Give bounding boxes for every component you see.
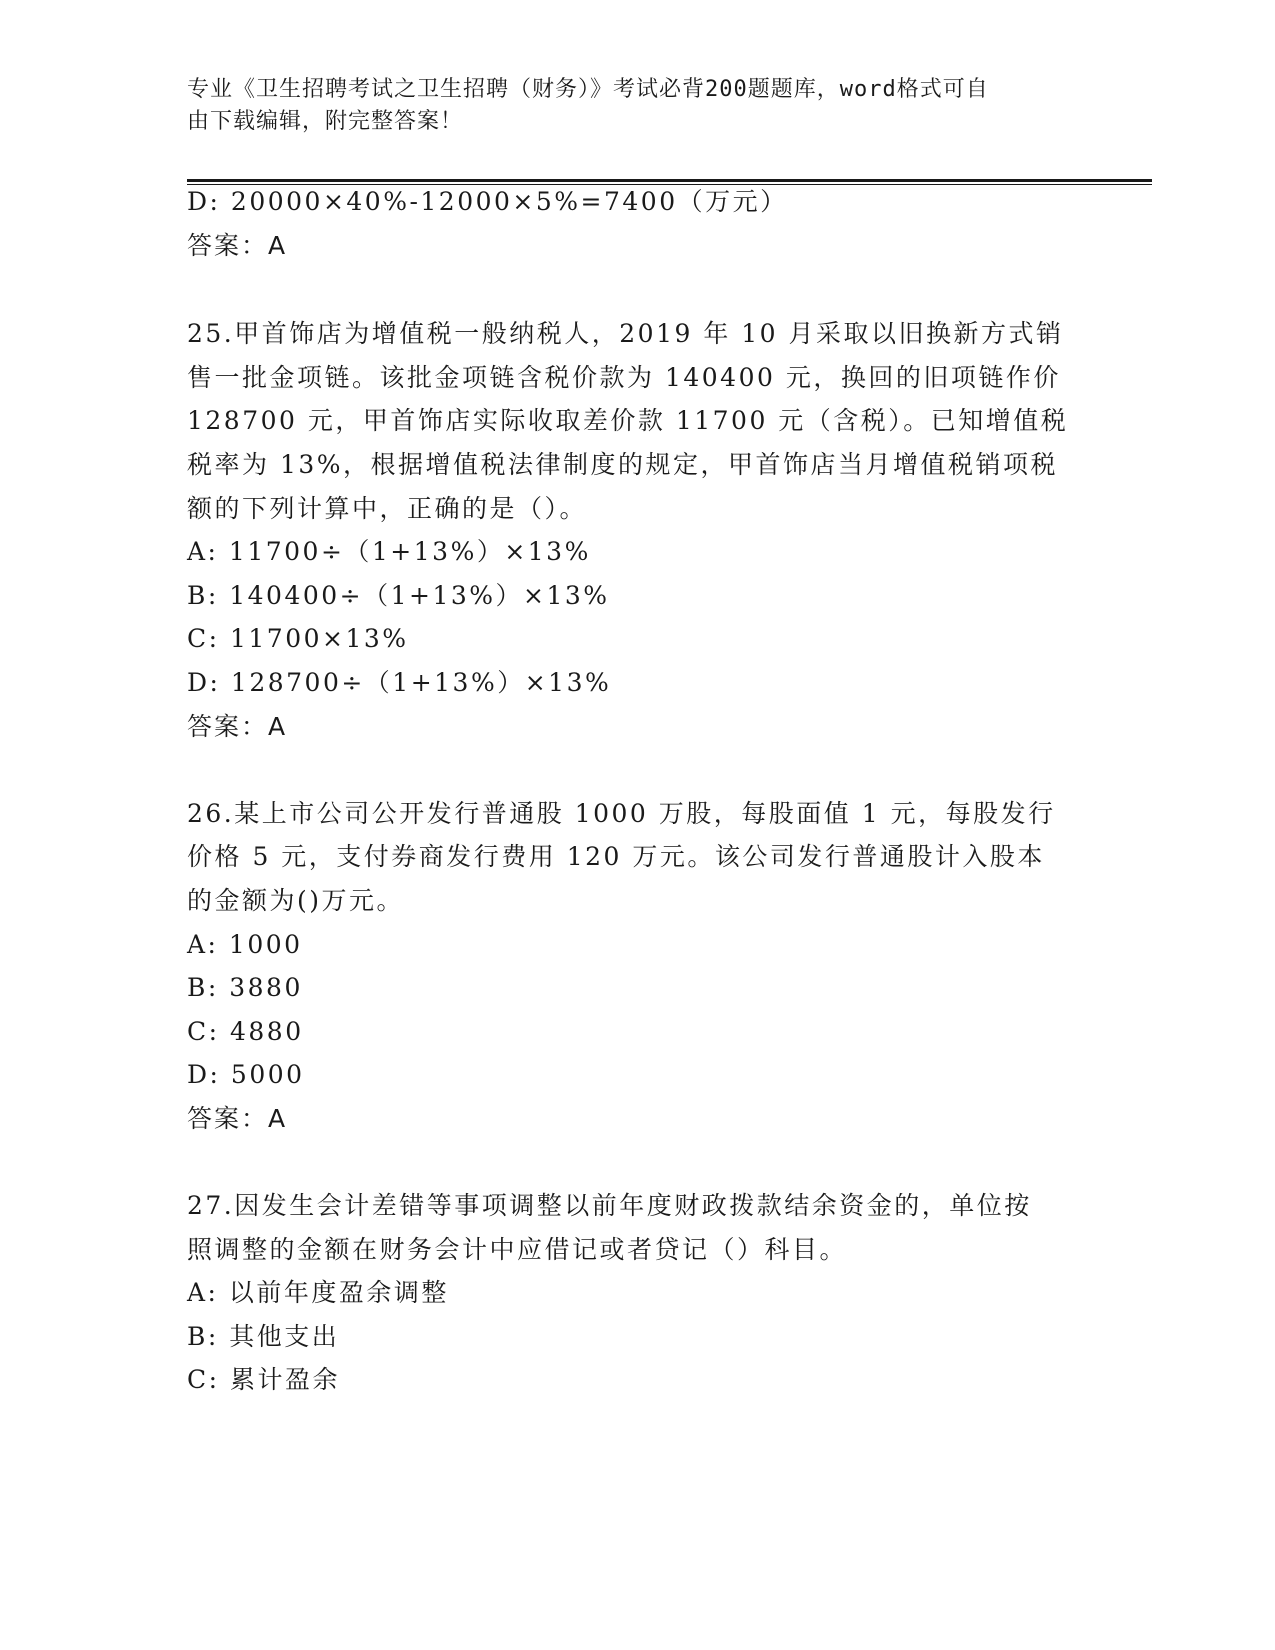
q27-option-a: A: 以前年度盈余调整 [187, 1278, 449, 1307]
carryover-answer: 答案：A [187, 231, 288, 260]
q25-stem-line-2: 售一批金项链。该批金项链含税价款为 140400 元，换回的旧项链作价 [187, 363, 1061, 392]
header-line-1: 专业《卫生招聘考试之卫生招聘（财务）》考试必背200题题库，word格式可自 [187, 77, 989, 102]
q26-stem-line-1: 26.某上市公司公开发行普通股 1000 万股，每股面值 1 元，每股发行 [187, 799, 1056, 828]
q27-stem-line-2: 照调整的金额在财务会计中应借记或者贷记（）科目。 [187, 1235, 848, 1264]
document-header [187, 74, 1067, 138]
header-rule-thick [187, 179, 1152, 182]
q27-option-c: C: 累计盈余 [187, 1365, 340, 1394]
q27-stem-line-1: 27.因发生会计差错等事项调整以前年度财政拨款结余资金的，单位按 [187, 1191, 1032, 1220]
q26-option-b: B: 3880 [187, 973, 303, 1002]
header-line-2: 由下载编辑，附完整答案！ [187, 109, 464, 134]
carryover-option-d: D: 20000×40%-12000×5%=7400（万元） [187, 187, 788, 216]
q25-stem-line-4: 税率为 13%，根据增值税法律制度的规定，甲首饰店当月增值税销项税 [187, 450, 1059, 479]
q26-option-c: C: 4880 [187, 1017, 304, 1046]
q25-option-a: A: 11700÷（1+13%）×13% [187, 537, 591, 566]
q25-answer: 答案：A [187, 712, 288, 741]
q25-option-b: B: 140400÷（1+13%）×13% [187, 581, 610, 610]
q27-option-b: B: 其他支出 [187, 1322, 340, 1351]
q25-option-d: D: 128700÷（1+13%）×13% [187, 668, 612, 697]
q25-stem-line-3: 128700 元，甲首饰店实际收取差价款 11700 元（含税）。已知增值税 [187, 406, 1069, 435]
q26-answer: 答案：A [187, 1104, 288, 1133]
q25-option-c: C: 11700×13% [187, 624, 409, 653]
q26-option-a: A: 1000 [187, 930, 303, 959]
q26-stem-line-3: 的金额为()万元。 [187, 886, 405, 915]
q25-stem-line-1: 25.甲首饰店为增值税一般纳税人，2019 年 10 月采取以旧换新方式销 [187, 319, 1064, 348]
q26-stem-line-2: 价格 5 元，支付券商发行费用 120 万元。该公司发行普通股计入股本 [187, 842, 1045, 871]
q25-stem-line-5: 额的下列计算中，正确的是（）。 [187, 494, 588, 523]
q26-option-d: D: 5000 [187, 1060, 305, 1089]
